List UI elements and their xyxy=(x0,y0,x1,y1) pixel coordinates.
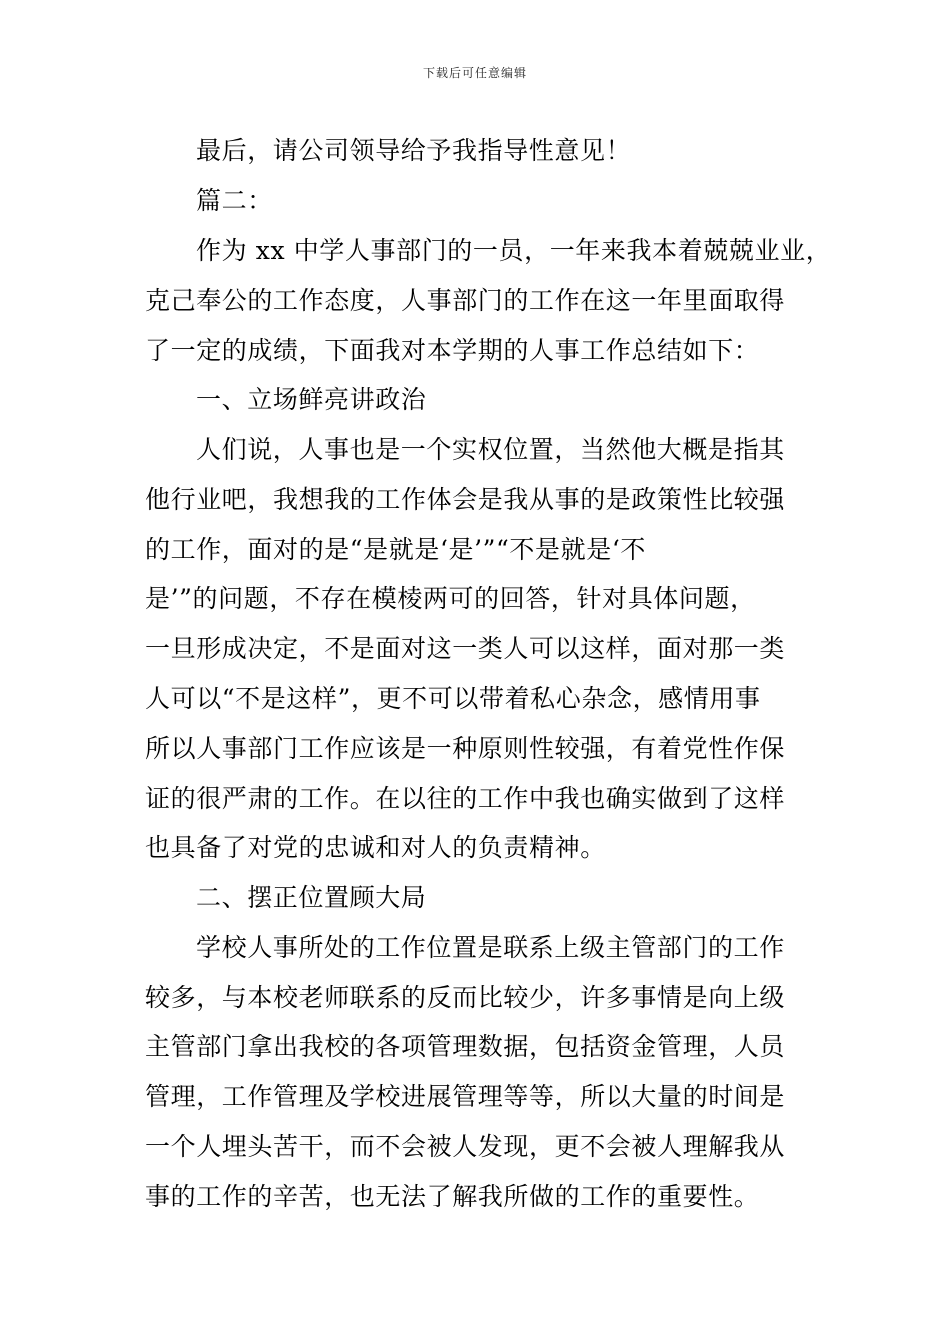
paragraph-line: 人可以“不是这样”，更不可以带着私心杂念，感情用事 xyxy=(145,684,761,713)
paragraph-line: 作为 xx 中学人事部门的一员，一年来我本着兢兢业业， xyxy=(196,236,832,265)
paragraph-line: 所以人事部门工作应该是一种原则性较强，有着党性作保 xyxy=(145,734,786,763)
paragraph-line: 人们说，人事也是一个实权位置，当然他大概是指其 xyxy=(196,435,785,464)
paragraph-line: 管理，工作管理及学校进展管理等等，所以大量的时间是 xyxy=(145,1082,786,1111)
paragraph-line: 事的工作的辛苦，也无法了解我所做的工作的重要性。 xyxy=(145,1182,760,1211)
header-note: 下载后可任意编辑 xyxy=(422,66,527,80)
heading-one: 一、立场鲜亮讲政治 xyxy=(196,385,427,414)
paragraph-line: 的工作，面对的是“是就是‘是’”“不是就是‘不 xyxy=(145,535,646,564)
paragraph-line: 也具备了对党的忠诚和对人的负责精神。 xyxy=(145,833,606,862)
paragraph-line: 较多，与本校老师联系的反而比较少，许多事情是向上级 xyxy=(145,983,786,1012)
paragraph-line: 主管部门拿出我校的各项管理数据，包括资金管理，人员 xyxy=(145,1032,786,1061)
paragraph-line: 克己奉公的工作态度，人事部门的工作在这一年里面取得 xyxy=(145,286,786,315)
section-label: 篇二： xyxy=(196,186,273,215)
paragraph-line: 一个人埋头苦干，而不会被人发现，更不会被人理解我从 xyxy=(145,1132,786,1161)
paragraph-line: 一旦形成决定，不是面对这一类人可以这样，面对那一类 xyxy=(145,634,786,663)
paragraph-line: 证的很严肃的工作。在以往的工作中我也确实做到了这样 xyxy=(145,784,786,813)
paragraph-line: 他行业吧，我想我的工作体会是我从事的是政策性比较强 xyxy=(145,485,786,514)
paragraph-line: 了一定的成绩，下面我对本学期的人事工作总结如下： xyxy=(145,336,760,365)
heading-two: 二、摆正位置顾大局 xyxy=(196,883,427,912)
paragraph-line: 是’”的问题，不存在模棱两可的回答，针对具体问题， xyxy=(145,584,756,613)
closing-line: 最后，请公司领导给予我指导性意见！ xyxy=(196,136,632,165)
paragraph-line: 学校人事所处的工作位置是联系上级主管部门的工作 xyxy=(196,933,785,962)
